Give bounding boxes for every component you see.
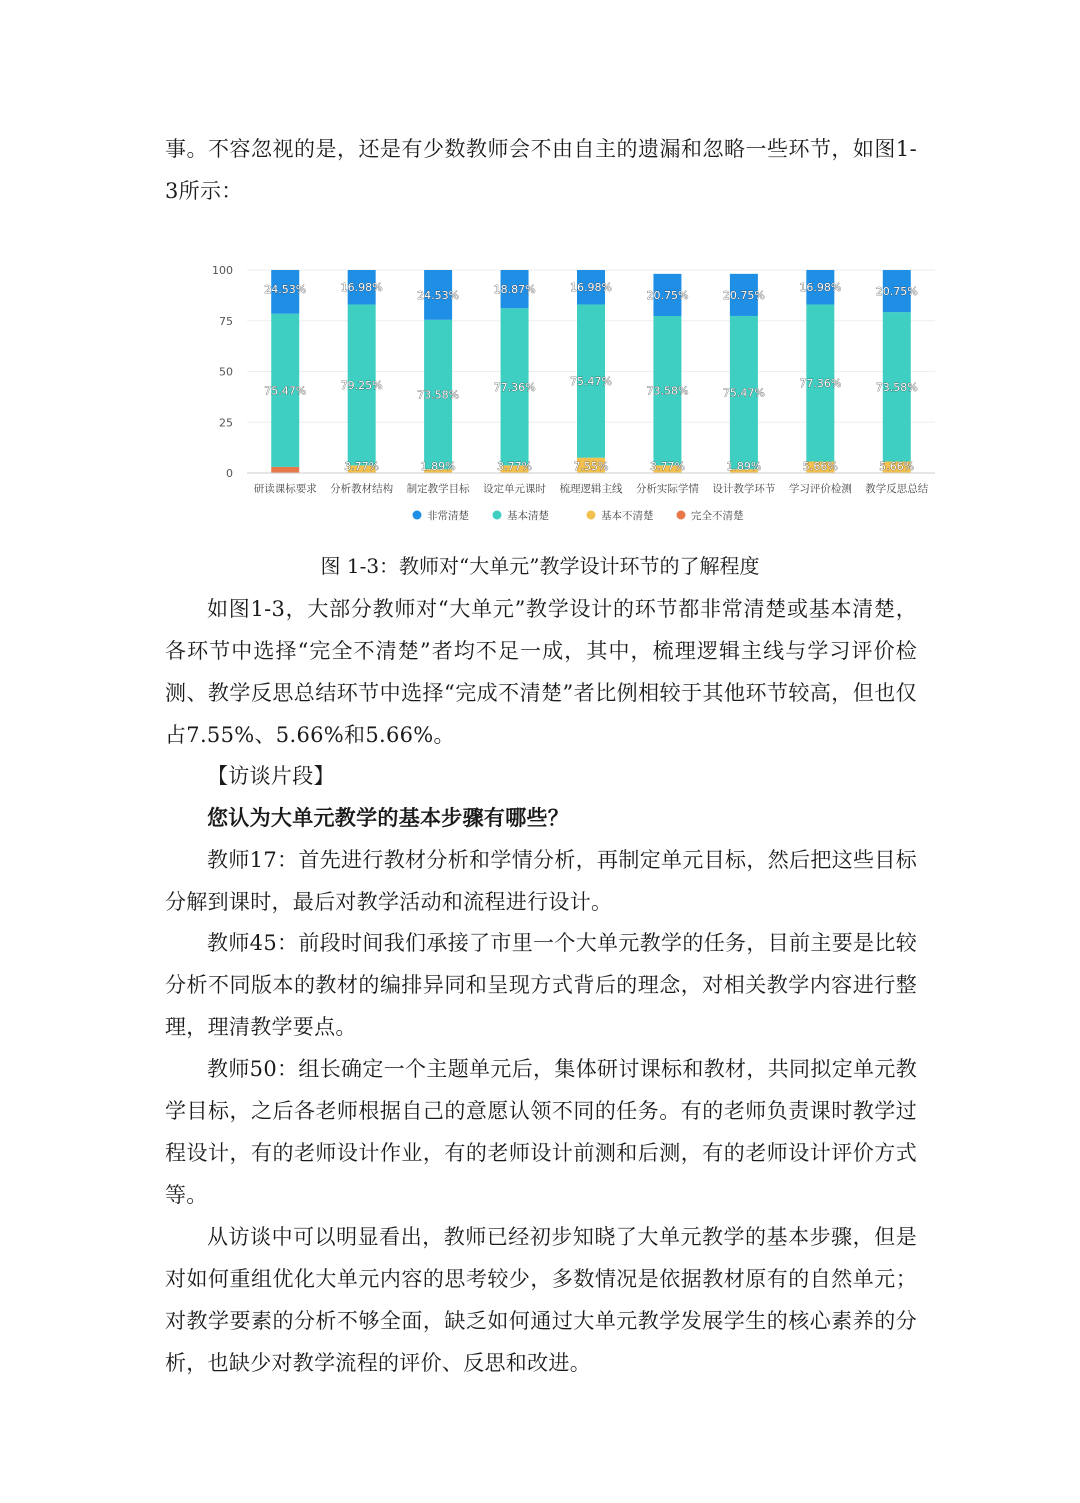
data-label: 20.75% xyxy=(646,288,689,302)
data-label: 5.66% xyxy=(802,460,838,473)
legend-marker xyxy=(493,511,502,520)
data-label: 73.58% xyxy=(875,380,918,394)
x-tick-label: 梳理逻辑主线 xyxy=(559,483,623,495)
interview-question: 您认为大单元教学的基本步骤有哪些？ xyxy=(207,805,570,830)
data-label: 16.98% xyxy=(340,281,383,295)
legend-label: 基本不清楚 xyxy=(601,510,654,522)
data-label: 79.25% xyxy=(340,378,383,392)
data-label: 1.89% xyxy=(420,460,456,473)
figure-caption: 图 1-3：教师对“大单元”教学设计环节的了解程度 xyxy=(320,554,760,578)
data-label: 77.36% xyxy=(799,376,842,390)
data-label: 20.75% xyxy=(875,285,918,299)
data-label: 24.53% xyxy=(264,282,307,296)
y-tick-label: 100 xyxy=(212,264,233,277)
x-tick-label: 学习评价检测 xyxy=(788,483,852,495)
legend-marker xyxy=(587,511,596,520)
teacher-17-answer: 教师17：首先进行教材分析和学情分析，再制定单元目标，然后把这些目标分解到课时，最后对教学活动和流程进行设计。 xyxy=(165,848,917,914)
section-title: 【访谈片段】 xyxy=(207,764,335,788)
conclusion-paragraph: 从访谈中可以明显看出，教师已经初步知晓了大单元教学的基本步骤，但是对如何重组优化大单元内容的思考较少，多数情况是依据教材原有的自然单元；对教学要素的分析不够全面，缺乏如何通过大单元教学发展学生的核心素养的分析，也缺少对教学流程的评价、反思和改进。 xyxy=(165,1225,917,1375)
intro-paragraph: 事。不容忽视的是，还是有少数教师会不由自主的遗漏和忽略一些环节，如图1-3所示： xyxy=(165,137,917,203)
data-label: 16.98% xyxy=(570,281,612,295)
data-label: 75.47% xyxy=(570,375,612,389)
data-label: 3.77% xyxy=(344,460,380,473)
analysis-paragraph: 如图1-3，大部分教师对“大单元”教学设计的环节都非常清楚或基本清楚，各环节中选择“完全不清楚”者均不足一成，其中，梳理逻辑主线与学习评价检测、教学反思总结环节中选择“完成不清楚”者比例相较于其他环节较高，但也仅占7.55%、5.66%和5.66%。 xyxy=(165,597,917,747)
chart-legend xyxy=(413,509,744,522)
x-tick-label: 制定教学目标 xyxy=(406,483,470,495)
x-tick-label: 分析教材结构 xyxy=(330,483,394,495)
chart-y-axis xyxy=(212,264,233,480)
x-tick-label: 研读课标要求 xyxy=(253,483,317,495)
x-tick-label: 分析实际学情 xyxy=(635,483,699,495)
data-label: 20.75% xyxy=(722,288,765,302)
legend-label: 完全不清楚 xyxy=(691,510,744,522)
legend-label: 基本清楚 xyxy=(507,510,549,522)
bar-segment xyxy=(271,467,299,473)
data-label: 16.98% xyxy=(799,281,842,295)
legend-marker xyxy=(677,511,686,520)
data-label: 18.87% xyxy=(493,283,536,297)
x-tick-label: 设计教学环节 xyxy=(712,483,776,495)
data-label: 24.53% xyxy=(417,288,460,302)
teacher-50-answer: 教师50：组长确定一个主题单元后，集体研讨课标和教材，共同拟定单元教学目标，之后各老师根据自己的意愿认领不同的任务。有的老师负责课时教学过程设计，有的老师设计作业，有的老师设计前测和后测，有的老师设计评价方式等。 xyxy=(165,1057,917,1207)
data-label: 75.47% xyxy=(722,386,765,400)
x-tick-label: 教学反思总结 xyxy=(865,483,929,495)
data-label: 5.66% xyxy=(879,460,915,473)
y-tick-label: 75 xyxy=(219,314,233,328)
y-tick-label: 0 xyxy=(226,467,233,480)
y-tick-label: 50 xyxy=(219,365,233,379)
data-label: 3.77% xyxy=(649,460,685,473)
legend-marker xyxy=(413,511,422,520)
legend-label: 非常清楚 xyxy=(427,510,469,522)
stacked-bar-chart xyxy=(205,255,945,540)
x-tick-label: 设定单元课时 xyxy=(483,483,547,495)
data-label: 3.77% xyxy=(497,460,533,473)
data-label: 73.58% xyxy=(646,384,689,398)
data-label: 73.58% xyxy=(417,388,460,402)
chart-x-axis xyxy=(247,473,935,495)
chart-bars xyxy=(271,270,911,473)
data-label: 7.55% xyxy=(573,460,609,473)
data-label: 1.89% xyxy=(726,460,762,473)
data-label: 77.36% xyxy=(493,380,536,394)
y-tick-label: 25 xyxy=(219,416,233,430)
data-label: 75.47% xyxy=(264,384,307,398)
teacher-45-answer: 教师45：前段时间我们承接了市里一个大单元教学的任务，目前主要是比较分析不同版本的教材的编排异同和呈现方式背后的理念，对相关教学内容进行整理，理清教学要点。 xyxy=(165,931,917,1039)
